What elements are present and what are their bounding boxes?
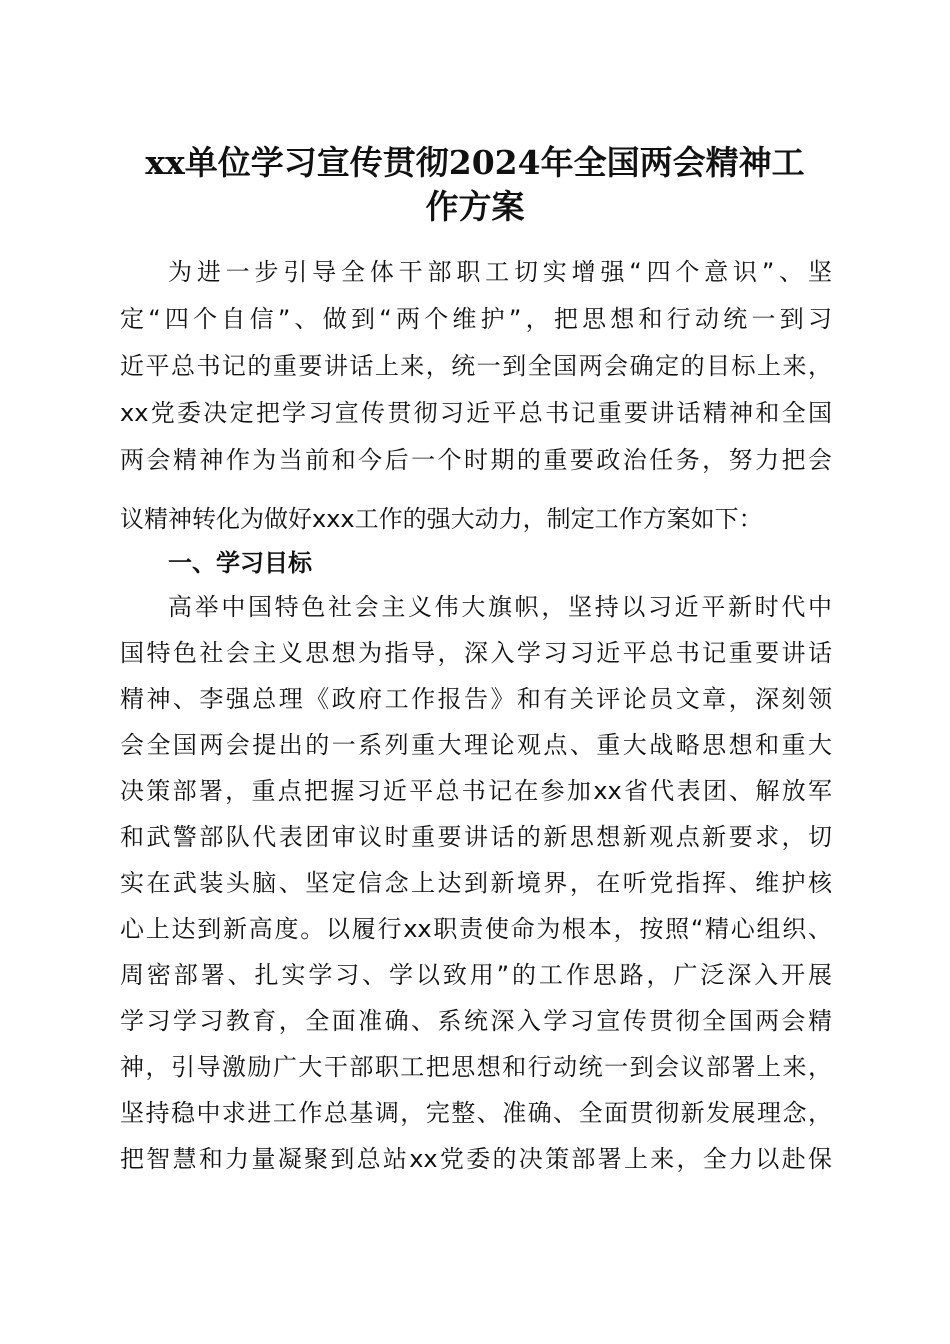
goals-line: 精神、李强总理《政府工作报告》和有关评论员文章，深刻领 [120, 685, 832, 713]
intro-line: xx党委决定把学习宣传贯彻习近平总书记重要讲话精神和全国 [120, 399, 832, 427]
intro-line: 两会精神作为当前和今后一个时期的重要政治任务，努力把会 [120, 446, 832, 474]
goals-line: 神，引导激励广大干部职工把思想和行动统一到会议部署上来， [120, 1053, 832, 1081]
document-title-line-1: xx单位学习宣传贯彻2024年全国两会精神工 [145, 143, 805, 182]
intro-line: 定“四个自信”、做到“两个维护”，把思想和行动统一到习 [120, 305, 832, 333]
goals-line: 实在武装头脑、坚定信念上达到新境界，在听党指挥、维护核 [120, 869, 832, 897]
intro-line: 为进一步引导全体干部职工切实增强“四个意识”、坚 [168, 258, 832, 286]
goals-line: 和武警部队代表团审议时重要讲话的新思想新观点新要求，切 [120, 823, 832, 851]
document-title-line-2: 作方案 [425, 187, 525, 226]
intro-line: 近平总书记的重要讲话上来，统一到全国两会确定的目标上来， [120, 352, 832, 380]
goals-line: 决策部署，重点把握习近平总书记在参加xx省代表团、解放军 [120, 777, 832, 805]
section-heading-goals: 一、学习目标 [168, 549, 312, 577]
goals-line: 学习学习教育，全面准确、系统深入学习宣传贯彻全国两会精 [120, 1007, 832, 1035]
goals-line: 会全国两会提出的一系列重大理论观点、重大战略思想和重大 [120, 731, 832, 759]
goals-line: 坚持稳中求进工作总基调，完整、准确、全面贯彻新发展理念， [120, 1099, 832, 1127]
goals-line: 高举中国特色社会主义伟大旗帜，坚持以习近平新时代中 [168, 593, 832, 621]
goals-line: 把智慧和力量凝聚到总站xx党委的决策部署上来，全力以赴保 [120, 1145, 832, 1173]
goals-line: 心上达到新高度。以履行xx职责使命为根本，按照“精心组织、 [120, 915, 832, 943]
goals-line: 周密部署、扎实学习、学以致用”的工作思路，广泛深入开展 [120, 961, 832, 989]
goals-line: 国特色社会主义思想为指导，深入学习习近平总书记重要讲话 [120, 639, 832, 667]
intro-line: 议精神转化为做好xxx工作的强大动力，制定工作方案如下： [120, 505, 763, 533]
